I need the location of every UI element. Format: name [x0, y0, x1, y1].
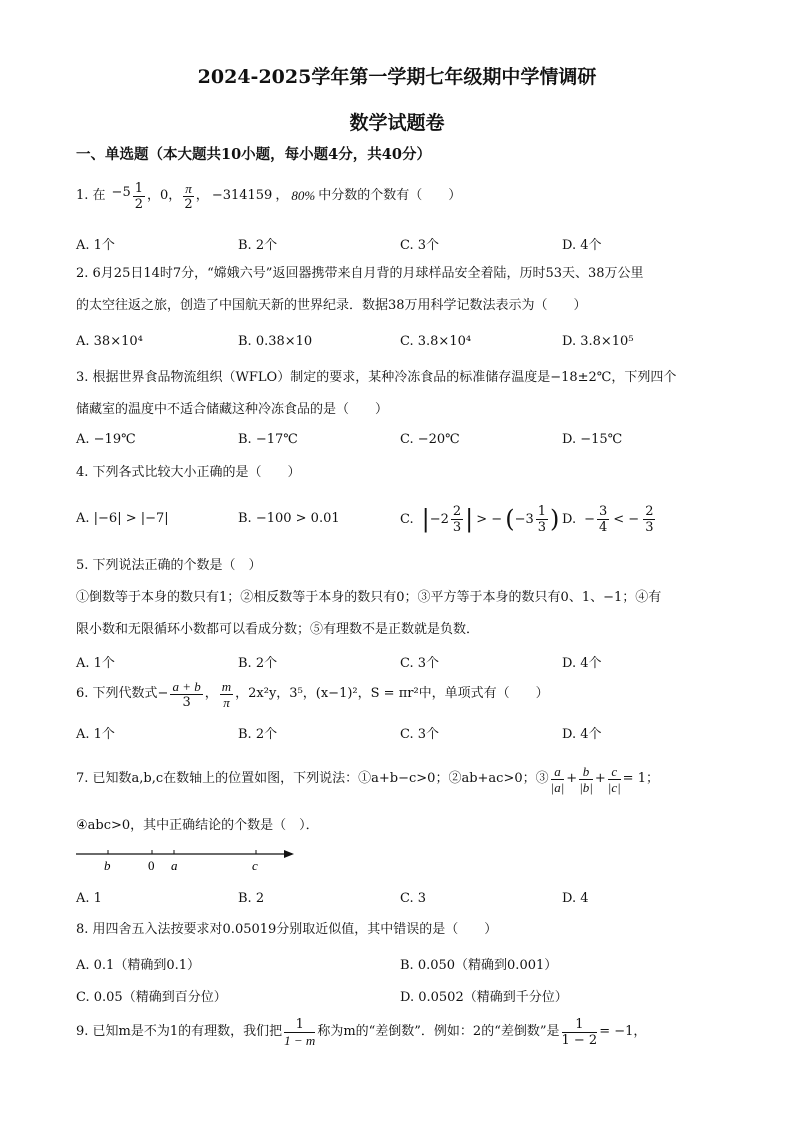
q6-option-d[interactable]: D. 4个	[562, 727, 602, 742]
q1-pi-fraction	[183, 181, 194, 212]
q6-option-c[interactable]: C. 3个	[400, 727, 440, 742]
q7-option-a[interactable]: A. 1	[76, 891, 102, 906]
q5-option-c[interactable]: C. 3个	[400, 656, 440, 671]
q6-option-b[interactable]: B. 2个	[238, 727, 278, 742]
q1-sep3: ，	[275, 188, 289, 203]
q5-option-a[interactable]: A. 1个	[76, 656, 115, 671]
q2-option-a[interactable]: A. 38×10⁴	[76, 334, 143, 349]
q1-sep2: ，	[195, 188, 209, 203]
q1-frac1-den: 2	[134, 196, 143, 212]
q1-option-a[interactable]: A. 1个	[76, 238, 115, 253]
q1-sep1: ，0，	[147, 188, 182, 203]
q7-option-c[interactable]: C. 3	[400, 891, 427, 906]
q6-prefix: 6. 下列代数式	[76, 686, 158, 701]
q8-option-b[interactable]: B. 0.050（精确到0.001）	[400, 958, 558, 973]
q5-option-b[interactable]: B. 2个	[238, 656, 278, 671]
q1-prefix: 1. 在	[76, 188, 106, 203]
q4-option-d-label: D.	[562, 511, 577, 527]
section-heading: 一、单选题（本大题共10小题，每小题4分，共40分）	[76, 146, 431, 163]
q1-option-c[interactable]: C. 3个	[400, 238, 440, 253]
question-6: 6. 下列代数式 − $\frac{a + b}{3}$ ， $\frac{m}{\pi}$ ，2x²y，3⁵，(x−1)²，S = πr²中，单项式有（ ）	[76, 678, 549, 710]
q2-option-d[interactable]: D. 3.8×10⁵	[562, 334, 634, 349]
q6-middle: ，2x²y，3⁵，(x−1)²，S = πr²中，单项式有（ ）	[235, 686, 549, 701]
q9-part3: = −1，	[599, 1024, 647, 1039]
q1-frac2-num: π	[185, 180, 192, 196]
q7-line1a: 7. 已知数a,b,c在数轴上的位置如图，下列说法：①a+b−c>0；②ab+ac>0；③	[76, 771, 549, 786]
q3-option-b[interactable]: B. −17℃	[238, 432, 298, 447]
q1-frac2-den: 2	[184, 196, 193, 212]
axis-label-a: a	[171, 858, 178, 873]
axis-label-zero: 0	[148, 858, 155, 873]
q5-line1: ①倒数等于本身的数只有1；②相反数等于本身的数只有0；③平方等于本身的数只有0、1、−1；④有	[76, 590, 662, 605]
q8-stem: 8. 用四舍五入法按要求对0.05019分别取近似值，其中错误的是（ ）	[76, 922, 498, 937]
q1-frac1-num: 1	[134, 180, 143, 196]
q7-line2: ④abc>0，其中正确结论的个数是（ ）．	[76, 818, 319, 833]
q6-option-a[interactable]: A. 1个	[76, 727, 115, 742]
q3-option-c[interactable]: C. −20℃	[400, 432, 460, 447]
q9-part2: 称为m的“差倒数”．例如：2的“差倒数”是	[317, 1024, 560, 1039]
q7-option-b[interactable]: B. 2	[238, 891, 265, 906]
question-9: 9. 已知m是不为1的有理数，我们把 $\frac{1}{1 - m}$ 称为m的“差倒数”．例如：2的“差倒数”是 $\frac{1}{1 - 2}$ = −1，	[76, 1016, 647, 1048]
q4-option-c-label: C.	[400, 511, 414, 527]
q2-line1: 2. 6月25日14时7分，“嫦娥六号”返回器携带来自月背的月球样品安全着陆，历时53天、38万公里	[76, 266, 644, 281]
q8-option-d[interactable]: D. 0.0502（精确到千分位）	[400, 990, 568, 1005]
page-subtitle: 数学试题卷	[349, 112, 445, 134]
q5-line2: 限小数和无限循环小数都可以看成分数；⑤有理数不是正数就是负数．	[76, 622, 480, 637]
q4-option-a[interactable]: A. |−6| > |−7|	[76, 511, 169, 526]
q4-option-c[interactable]: C. | −2 $\frac{2}{3}$ | > − ( −3 $\frac{1}{3}$ )	[400, 503, 560, 535]
q1-option-d[interactable]: D. 4个	[562, 238, 602, 253]
q7-option-d[interactable]: D. 4	[562, 891, 589, 906]
q2-line2: 的太空往返之旅，创造了中国航天新的世界纪录．数据38万用科学记数法表示为（ ）	[76, 298, 587, 313]
q4-option-b[interactable]: B. −100 > 0.01	[238, 511, 340, 526]
q8-option-a[interactable]: A. 0.1（精确到0.1）	[76, 958, 201, 973]
q3-option-d[interactable]: D. −15℃	[562, 432, 623, 447]
q6-fraction-2: $\frac{m}{\pi}$	[221, 678, 232, 710]
q8-option-c[interactable]: C. 0.05（精确到百分位）	[76, 990, 227, 1005]
question-7-line1: 7. 已知数a,b,c在数轴上的位置如图，下列说法：①a+b−c>0；②ab+ac>0；③ $\frac{a}{|a|}$ + $\frac{b}{|b|}$ + $\frac{c}{|c|}$ = 1；	[76, 763, 659, 795]
q3-line1: 3. 根据世界食品物流组织（WFLO）制定的要求，某种冷冻食品的标准储存温度是−18±2℃，下列四个	[76, 370, 677, 385]
q2-option-b[interactable]: B. 0.38×10	[238, 334, 313, 349]
question-1	[76, 176, 461, 216]
q1-suffix: 中分数的个数有（ ）	[318, 188, 462, 203]
q3-line2: 储藏室的温度中不适合储藏这种冷冻食品的是（ ）	[76, 402, 389, 417]
q1-option-b[interactable]: B. 2个	[238, 238, 278, 253]
q1-mixed-whole: −5	[111, 184, 131, 200]
q7-line1b: = 1；	[622, 771, 659, 786]
page-title: 2024-2025学年第一学期七年级期中学情调研	[197, 66, 597, 88]
q1-number3: −314159	[211, 188, 273, 203]
q5-stem: 5. 下列说法正确的个数是（ ）	[76, 558, 262, 573]
q6-fraction-1: $\frac{a + b}{3}$	[172, 678, 201, 710]
axis-label-c: c	[252, 858, 258, 873]
q9-part1: 9. 已知m是不为1的有理数，我们把	[76, 1024, 283, 1039]
axis-label-b: b	[104, 858, 111, 873]
q1-number4: 80%	[291, 188, 316, 203]
q2-option-c[interactable]: C. 3.8×10⁴	[400, 334, 472, 349]
q1-mixed-fraction	[133, 181, 145, 212]
number-line	[70, 842, 310, 876]
q5-option-d[interactable]: D. 4个	[562, 656, 602, 671]
q3-option-a[interactable]: A. −19℃	[76, 432, 136, 447]
q4-stem: 4. 下列各式比较大小正确的是（ ）	[76, 465, 301, 480]
q4-option-d[interactable]: D. − $\frac{3}{4}$ < − $\frac{2}{3}$	[562, 503, 654, 535]
